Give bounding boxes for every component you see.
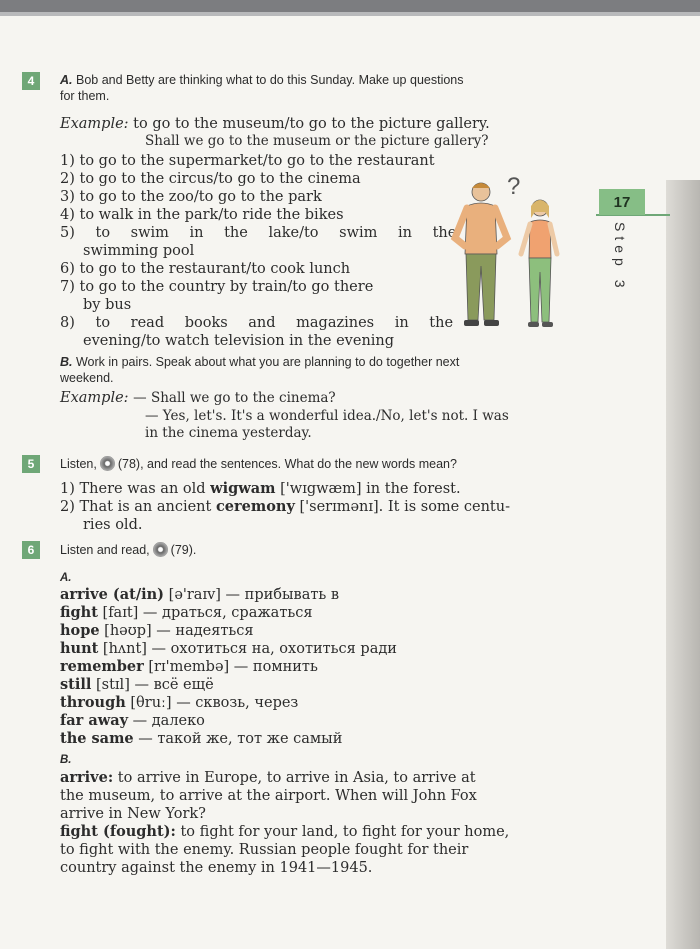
step-label: Step 3 bbox=[612, 222, 628, 293]
vocab-8 bbox=[60, 712, 205, 730]
ex6-arrive-line3: arrive in New York? bbox=[60, 806, 206, 822]
ex5-instr-a: Listen, bbox=[60, 457, 97, 471]
vocab-def: [θruː] — сквозь, через bbox=[125, 695, 299, 711]
ex4-b-text1: Work in pairs. Speak about what you are planning to do together next bbox=[75, 355, 460, 369]
vocab-7 bbox=[60, 694, 298, 712]
top-border-shadow bbox=[0, 12, 700, 16]
ex6-b-label: B. bbox=[60, 754, 72, 766]
ex6-instruction bbox=[60, 542, 196, 558]
ex4-a-line1 bbox=[60, 72, 464, 88]
ex4-item-5: 5) to swim in the lake/to swim in the bbox=[60, 225, 457, 241]
vocab-6 bbox=[60, 676, 214, 694]
ex4-example-line2: Shall we go to the museum or the picture gallery? bbox=[145, 133, 489, 149]
ex5-s1-b: ['wɪgwæm] in the forest. bbox=[275, 481, 461, 497]
ex4-item-5-cont: swimming pool bbox=[83, 243, 195, 259]
vocab-4 bbox=[60, 640, 397, 658]
vocab-word: still bbox=[60, 676, 92, 693]
ex6-arrive-line1 bbox=[60, 769, 476, 787]
ex5-s1-word: wigwam bbox=[210, 480, 276, 497]
vocab-word: fight bbox=[60, 604, 98, 621]
ex4-a-text1: Bob and Betty are thinking what to do this Sunday. Make up questions bbox=[75, 73, 464, 87]
ex5-s2-b: ['serɪmənɪ]. It is some centu- bbox=[294, 499, 510, 515]
vocab-5 bbox=[60, 658, 318, 676]
ex5-sentence-2 bbox=[60, 498, 510, 516]
ex4-item-1: 1) to go to the supermarket/to go to the restaurant bbox=[60, 153, 435, 169]
ex5-instr-b: (78), and read the sentences. What do the new words mean? bbox=[117, 457, 457, 471]
ex6-arrive-line2: the museum, to arrive at the airport. When will John Fox bbox=[60, 788, 477, 804]
ex6-fight-line1 bbox=[60, 823, 509, 841]
vocab-word: remember bbox=[60, 658, 144, 675]
ex6-a-label: A. bbox=[60, 572, 72, 584]
ex6-fight-line2: to fight with the enemy. Russian people fought for their bbox=[60, 842, 469, 858]
ex4-b-line1 bbox=[60, 354, 459, 370]
vocab-word: far away bbox=[60, 712, 129, 729]
ex4-item-7-cont: by bus bbox=[83, 297, 132, 313]
ex4-b-line2: weekend. bbox=[60, 371, 114, 385]
vocab-2 bbox=[60, 604, 313, 622]
ex6-fight-line3: country against the enemy in 1941—1945. bbox=[60, 860, 373, 876]
exercise-4-badge: 4 bbox=[22, 72, 40, 90]
ex4-item-8-cont: evening/to watch television in the evening bbox=[83, 333, 395, 349]
vocab-def: — далеко bbox=[128, 713, 205, 729]
ex6-arrive-word: arrive: bbox=[60, 769, 114, 786]
ex6-instr-b: (79). bbox=[170, 543, 197, 557]
ex6-arrive-text1: to arrive in Europe, to arrive in Asia, to arrive at bbox=[113, 770, 476, 786]
ex4-example2-line2: — Yes, let's. It's a wonderful idea./No, let's not. I was bbox=[145, 408, 509, 424]
ex4-item-2: 2) to go to the circus/to go to the cinema bbox=[60, 171, 361, 187]
ex4-a-label: A. bbox=[60, 73, 73, 87]
vocab-def: [ə'raɪv] — прибывать в bbox=[164, 587, 340, 603]
ex4-item-4: 4) to walk in the park/to ride the bikes bbox=[60, 207, 344, 223]
vocab-word: through bbox=[60, 694, 126, 711]
ex4-example-text1: to go to the museum/to go to the picture gallery. bbox=[133, 116, 490, 132]
ex4-a-line2: for them. bbox=[60, 89, 110, 103]
ex4-b-label: B. bbox=[60, 355, 73, 369]
top-border bbox=[0, 0, 700, 12]
ex5-s2-word: ceremony bbox=[215, 498, 295, 515]
ex6-fight-text1: to fight for your land, to fight for your home, bbox=[175, 824, 510, 840]
audio-disc-icon bbox=[153, 542, 168, 557]
ex4-item-3: 3) to go to the zoo/to go to the park bbox=[60, 189, 322, 205]
ex4-item-8: 8) to read books and magazines in the bbox=[60, 315, 454, 331]
vocab-def: [hʌnt] — охотиться на, охотиться ради bbox=[98, 641, 397, 657]
ex6-fight-word: fight (fought): bbox=[60, 823, 176, 840]
ex4-item-7: 7) to go to the country by train/to go there bbox=[60, 279, 374, 295]
vocab-9 bbox=[60, 730, 342, 748]
page-number: 17 bbox=[599, 189, 645, 215]
ex4-example2-line3: in the cinema yesterday. bbox=[145, 425, 312, 441]
vocab-word: arrive (at/in) bbox=[60, 586, 165, 603]
question-mark: ? bbox=[507, 173, 521, 200]
ex5-s2-a: 2) That is an ancient bbox=[60, 499, 216, 515]
ex5-instruction bbox=[60, 456, 457, 472]
exercise-5-badge: 5 bbox=[22, 455, 40, 473]
audio-disc-icon bbox=[100, 456, 115, 471]
ex5-sentence-2-cont: ries old. bbox=[83, 517, 143, 533]
vocab-def: [rɪ'membə] — помнить bbox=[143, 659, 318, 675]
vocab-def: [stɪl] — всё ещё bbox=[91, 677, 214, 693]
ex4-example2-text1: — Shall we go to the cinema? bbox=[133, 390, 336, 406]
vocab-def: — такой же, тот же самый bbox=[133, 731, 343, 747]
ex4-item-6: 6) to go to the restaurant/to cook lunch bbox=[60, 261, 351, 277]
vocab-word: hunt bbox=[60, 640, 99, 657]
ex4-example-label: Example: bbox=[60, 116, 129, 132]
ex5-sentence-1 bbox=[60, 480, 461, 498]
vocab-word: hope bbox=[60, 622, 100, 639]
vocab-1 bbox=[60, 586, 339, 604]
vocab-3 bbox=[60, 622, 254, 640]
page-edge-shadow bbox=[666, 180, 700, 949]
vocab-def: [faɪt] — драться, сражаться bbox=[97, 605, 313, 621]
vocab-def: [həʊp] — надеяться bbox=[99, 623, 254, 639]
ex6-instr-a: Listen and read, bbox=[60, 543, 150, 557]
ex5-s1-a: 1) There was an old bbox=[60, 481, 211, 497]
vocab-word: the same bbox=[60, 730, 134, 747]
ex4-example-line1 bbox=[60, 115, 490, 133]
ex4-example2-label: Example: bbox=[60, 390, 129, 406]
ex4-example2-line1 bbox=[60, 389, 336, 407]
exercise-6-badge: 6 bbox=[22, 541, 40, 559]
